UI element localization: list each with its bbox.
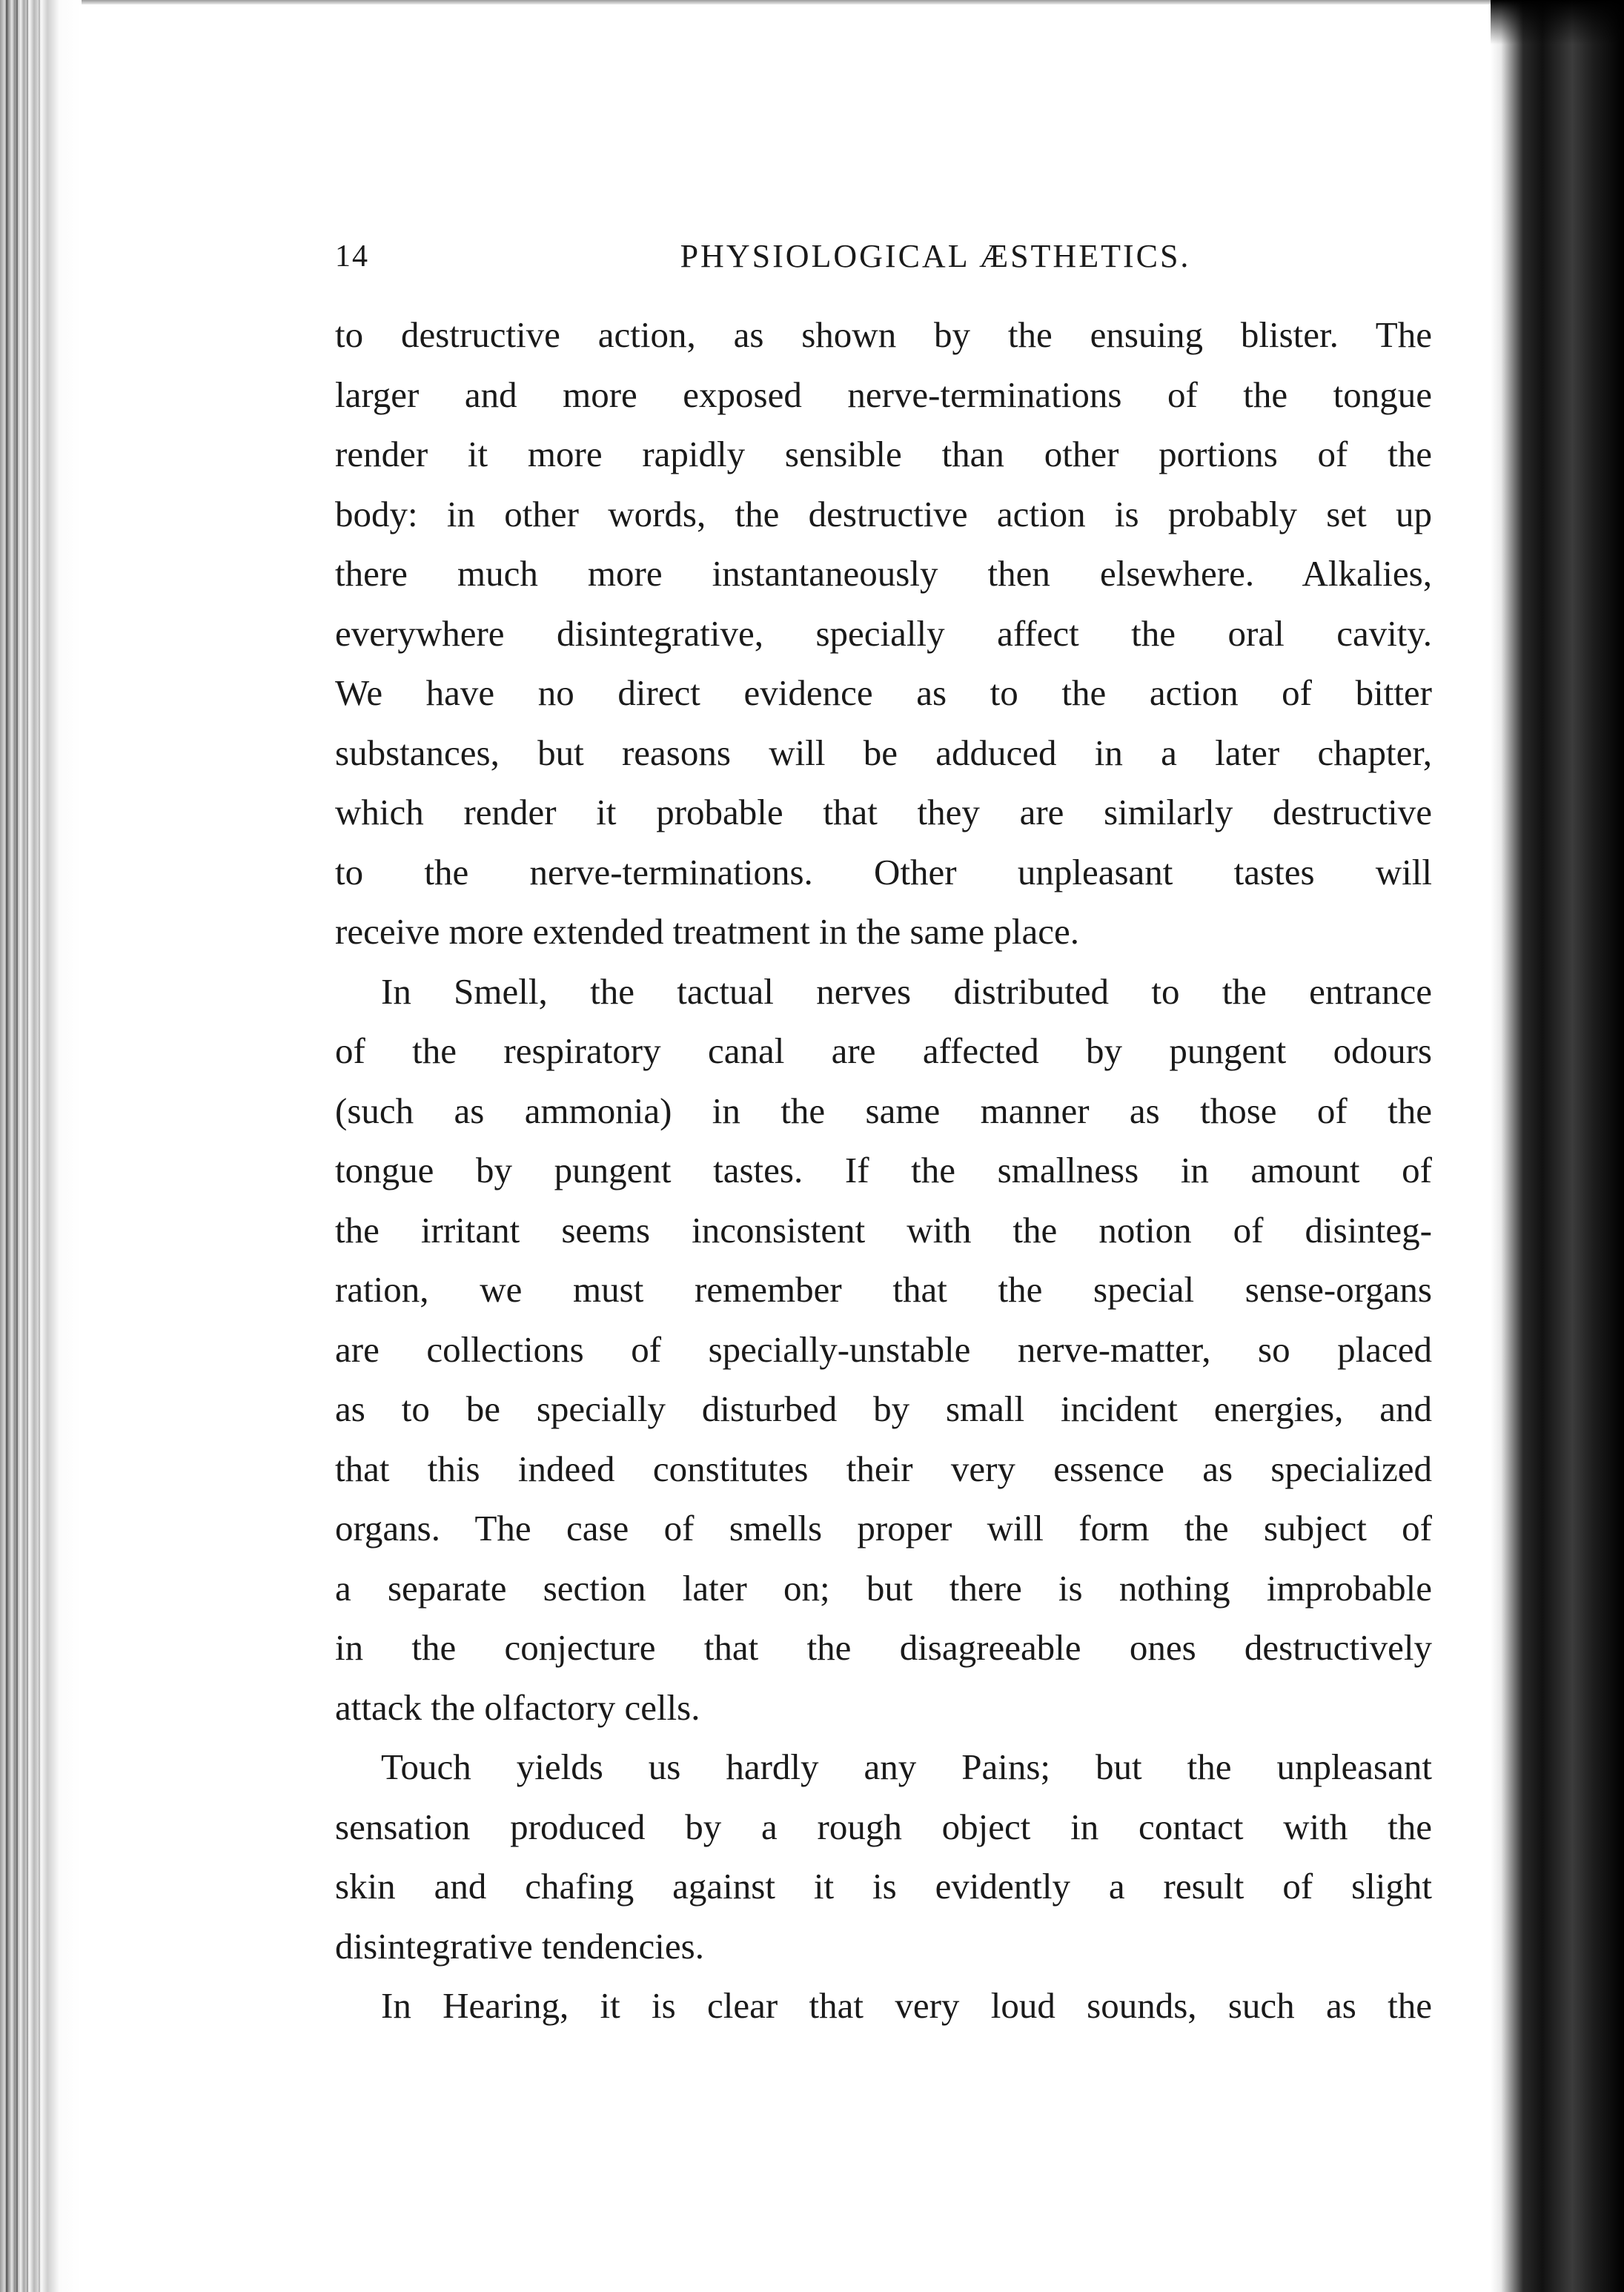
text-line: ration, we must remember that the special sense-organs: [335, 1269, 1432, 1310]
text-line: that this indeed constitutes their very essence as specialized: [335, 1448, 1432, 1489]
text-line: sensation produced by a rough object in contact with the: [335, 1806, 1432, 1847]
text-line: Touch yields us hardly any Pains; but the unpleasant: [381, 1746, 1432, 1787]
paragraph: [335, 305, 1432, 962]
book-edge-right: [1491, 0, 1624, 2292]
page-header: [335, 230, 1432, 289]
text-line: attack the olfactory cells.: [335, 1686, 700, 1728]
text-line: In Hearing, it is clear that very loud sounds, such as the: [381, 1985, 1432, 2026]
running-title: PHYSIOLOGICAL ÆSTHETICS.: [680, 238, 1191, 274]
text-line: to destructive action, as shown by the ensuing blister. The: [335, 314, 1432, 355]
text-line: receive more extended treatment in the same place.: [335, 911, 1079, 952]
text-line: body: in other words, the destructive action is probably set up: [335, 493, 1432, 534]
text-line: of the respiratory canal are affected by pungent odours: [335, 1030, 1432, 1071]
text-line: disintegrative tendencies.: [335, 1925, 704, 1967]
text-line: substances, but reasons will be adduced in a later chapter,: [335, 732, 1432, 773]
page-edge-line: [16, 0, 18, 2292]
body-text: [335, 305, 1432, 2036]
text-line: a separate section later on; but there is nothing improbable: [335, 1567, 1432, 1609]
paragraph: [335, 1976, 1432, 2036]
paragraph: [335, 1738, 1432, 1976]
text-line: are collections of specially-unstable nerve-matter, so placed: [335, 1328, 1432, 1370]
page-top-edge: [82, 0, 1491, 4]
page-edge-line: [27, 0, 28, 2292]
page-edge-line: [6, 0, 7, 2292]
text-line: render it more rapidly sensible than other portions of the: [335, 434, 1432, 474]
text-line: In Smell, the tactual nerves distributed to the entrance: [381, 970, 1432, 1012]
text-line: larger and more exposed nerve-terminations of the tongue: [335, 374, 1432, 415]
text-line: to the nerve-terminations. Other unpleasant tastes will: [335, 851, 1432, 892]
page-edge-line: [39, 0, 40, 2292]
text-line: organs. The case of smells proper will form the subject of: [335, 1508, 1432, 1549]
book-gutter-left: [0, 0, 82, 2292]
text-line: in the conjecture that the disagreeable ones destructively: [335, 1627, 1432, 1668]
text-line: We have no direct evidence as to the action of bitter: [335, 672, 1432, 713]
book-edge-right-shadow: [1491, 0, 1624, 44]
text-line: there much more instantaneously then elsewhere. Alkalies,: [335, 553, 1432, 594]
text-line: which render it probable that they are similarly destructive: [335, 792, 1432, 832]
text-line: everywhere disintegrative, specially affect the oral cavity.: [335, 612, 1432, 654]
page-number: 14: [335, 239, 369, 274]
text-line: tongue by pungent tastes. If the smallness in amount of: [335, 1150, 1432, 1190]
text-line: as to be specially disturbed by small incident energies, and: [335, 1388, 1432, 1429]
book-page: [335, 230, 1432, 2036]
paragraph: [335, 962, 1432, 1738]
text-line: (such as ammonia) in the same manner as those of the: [335, 1090, 1432, 1131]
text-line: skin and chafing against it is evidently a result of slight: [335, 1866, 1432, 1907]
text-line: the irritant seems inconsistent with the notion of disinteg-: [335, 1209, 1432, 1251]
